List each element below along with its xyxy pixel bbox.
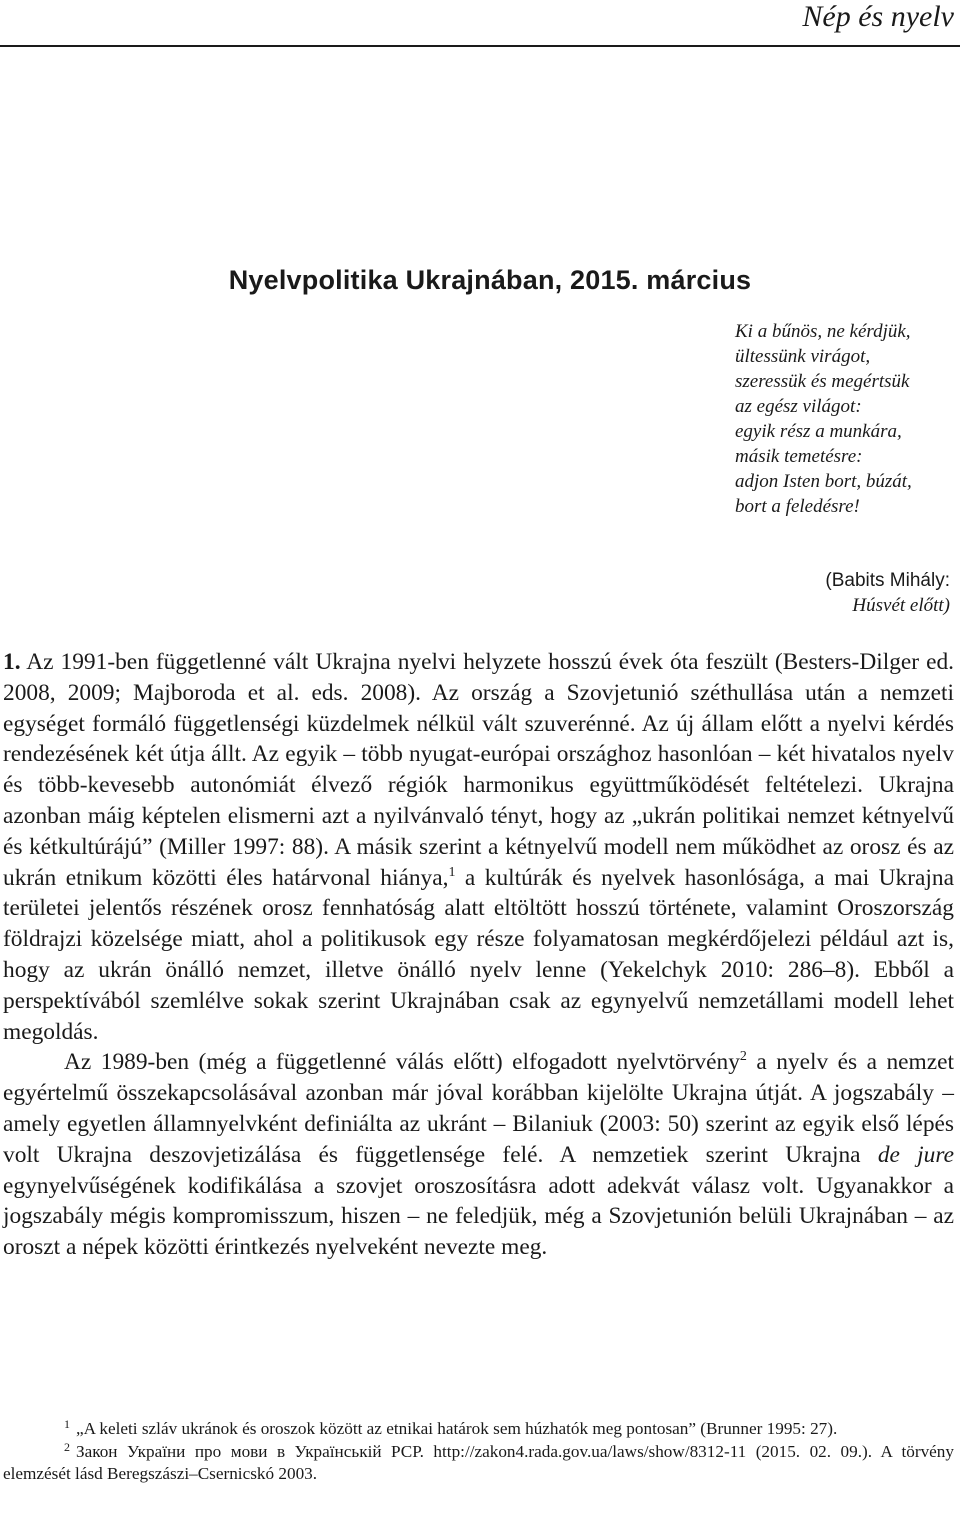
paragraph-1-text-b: a kultúrák és nyelvek hasonlósága, a mai Ukrajna területei jelentős részének orosz fennhatóság alatt eltöltött hosszú története, valamint Oroszország földrajzi közelsége miatt, ahol a politikusok egy része folyamatosan megkérdőjelezi például azt is, hogy az ukrán önálló nemzet, illetve önálló nyelv lenne (Yekelchyk 2010: 286–8). Ebből a perspektívából szemlélve sokak szerint Ukrajnában csak az egynyelvű nemzetállami modell lehet megoldás. (3, 864, 954, 1045)
epigraph-line: egyik rész a munkára, (735, 421, 902, 442)
paragraph-2-text-a: Az 1989-ben (még a függetlenné válás előtt) elfogadott nyelvtörvény (64, 1049, 740, 1076)
article-title-text: Nyelvpolitika Ukrajnában, 2015. március (228, 265, 752, 295)
body-text (3, 647, 954, 1263)
epigraph-line: Ki a bűnös, ne kérdjük, (735, 321, 911, 342)
epigraph-line: bort a feledésre! (735, 496, 860, 517)
paragraph-2-text-b: a nyelv és a nemzet egyértelmű összekapcsolásával azonban már jóval korábban kijelölte Ukrajna útját. A jogszabály – amely egyetlen államnyelvként definiálta az ukránt – Bilaniuk (2003: 50) szerint az egyik első lépés volt Ukrajna deszovjetizálása és függetlensége felé. A nemzetiek szerint Ukrajna (3, 1049, 955, 1168)
footnote-ref-1[interactable]: 1 (448, 864, 456, 880)
paragraph-2-italic: de jure (877, 1141, 954, 1168)
section-number: 1. (3, 649, 21, 675)
epigraph-attribution-work: Húsvét előtt) (852, 595, 950, 616)
footnotes (3, 1418, 954, 1486)
paragraph-2 (3, 1047, 954, 1263)
footnote-1 (3, 1418, 954, 1441)
footnote-ref-2[interactable]: 2 (739, 1049, 747, 1065)
article-title (0, 262, 960, 298)
epigraph-line: másik temetésre: (735, 446, 863, 467)
epigraph-attribution (825, 568, 950, 618)
footnote-2 (3, 1441, 954, 1486)
footnote-marker: 2 (64, 1439, 70, 1454)
paragraph-1-text-a: Az 1991-ben függetlenné vált Ukrajna nyelvi helyzete hosszú évek óta feszült (Besters-Dilger ed. 2008, 2009; Majboroda et al. eds. 2008). Az ország a Szovjetunió széthullása után a nemzeti egységet formáló függetlenségi küzdelmek nélkül vált szuverénné. Az új állam előtt a nyelvi kérdés rendezésének két útja állt. Az egyik – több nyugat-európai országhoz hasonlóan – két hivatalos nyelv és több-kevesebb autonómiát élvező régiók harmonikus együttműködését feltételezi. Ukrajna azonban máig képtelen elismerni azt a nyilvánvaló tényt, hogy az „ukrán politikai nemzet kétnyelvű és kétkultúrájú” (Miller 1997: 88). A másik szerint a kétnyelvű modell nem működhet az orosz és az ukrán etnikum közötti éles határvonal hiánya, (3, 649, 954, 891)
paragraph-1 (3, 647, 954, 1047)
header-rule (0, 45, 960, 47)
epigraph-line: adjon Isten bort, búzát, (735, 471, 912, 492)
epigraph-line: ültessünk virágot, (735, 346, 871, 367)
epigraph-line: az egész világot: (735, 396, 862, 417)
footnote-text: Закон України про мови в Українській РСР. http://zakon4.rada.gov.ua/laws/show/8312-11 (2015. 02. 09.). A törvény elemzését lásd Beregszászi–Csernicskó 2003. (3, 1441, 954, 1483)
running-header: Nép és nyelv (802, 0, 954, 33)
epigraph-attribution-author: (Babits Mihály: (825, 570, 950, 591)
epigraph-line: szeressük és megértsük (735, 371, 910, 392)
footnote-text: „A keleti szláv ukránok és oroszok között az etnikai határok sem húzhatók meg pontosan” (Brunner 1995: 27). (76, 1419, 838, 1438)
footnote-marker: 1 (64, 1417, 70, 1431)
epigraph (735, 319, 960, 519)
paragraph-2-text-c: egynyelvűségének kodifikálása a szovjet oroszosításra adott adekvát válasz volt. Ugyanakkor a jogszabály mégis kompromisszum, hiszen – ne feledjük, még a Szovjetunión belüli Ukrajnában – az oroszt a népek közötti érintkezés nyelveként nevezte meg. (3, 1172, 954, 1261)
